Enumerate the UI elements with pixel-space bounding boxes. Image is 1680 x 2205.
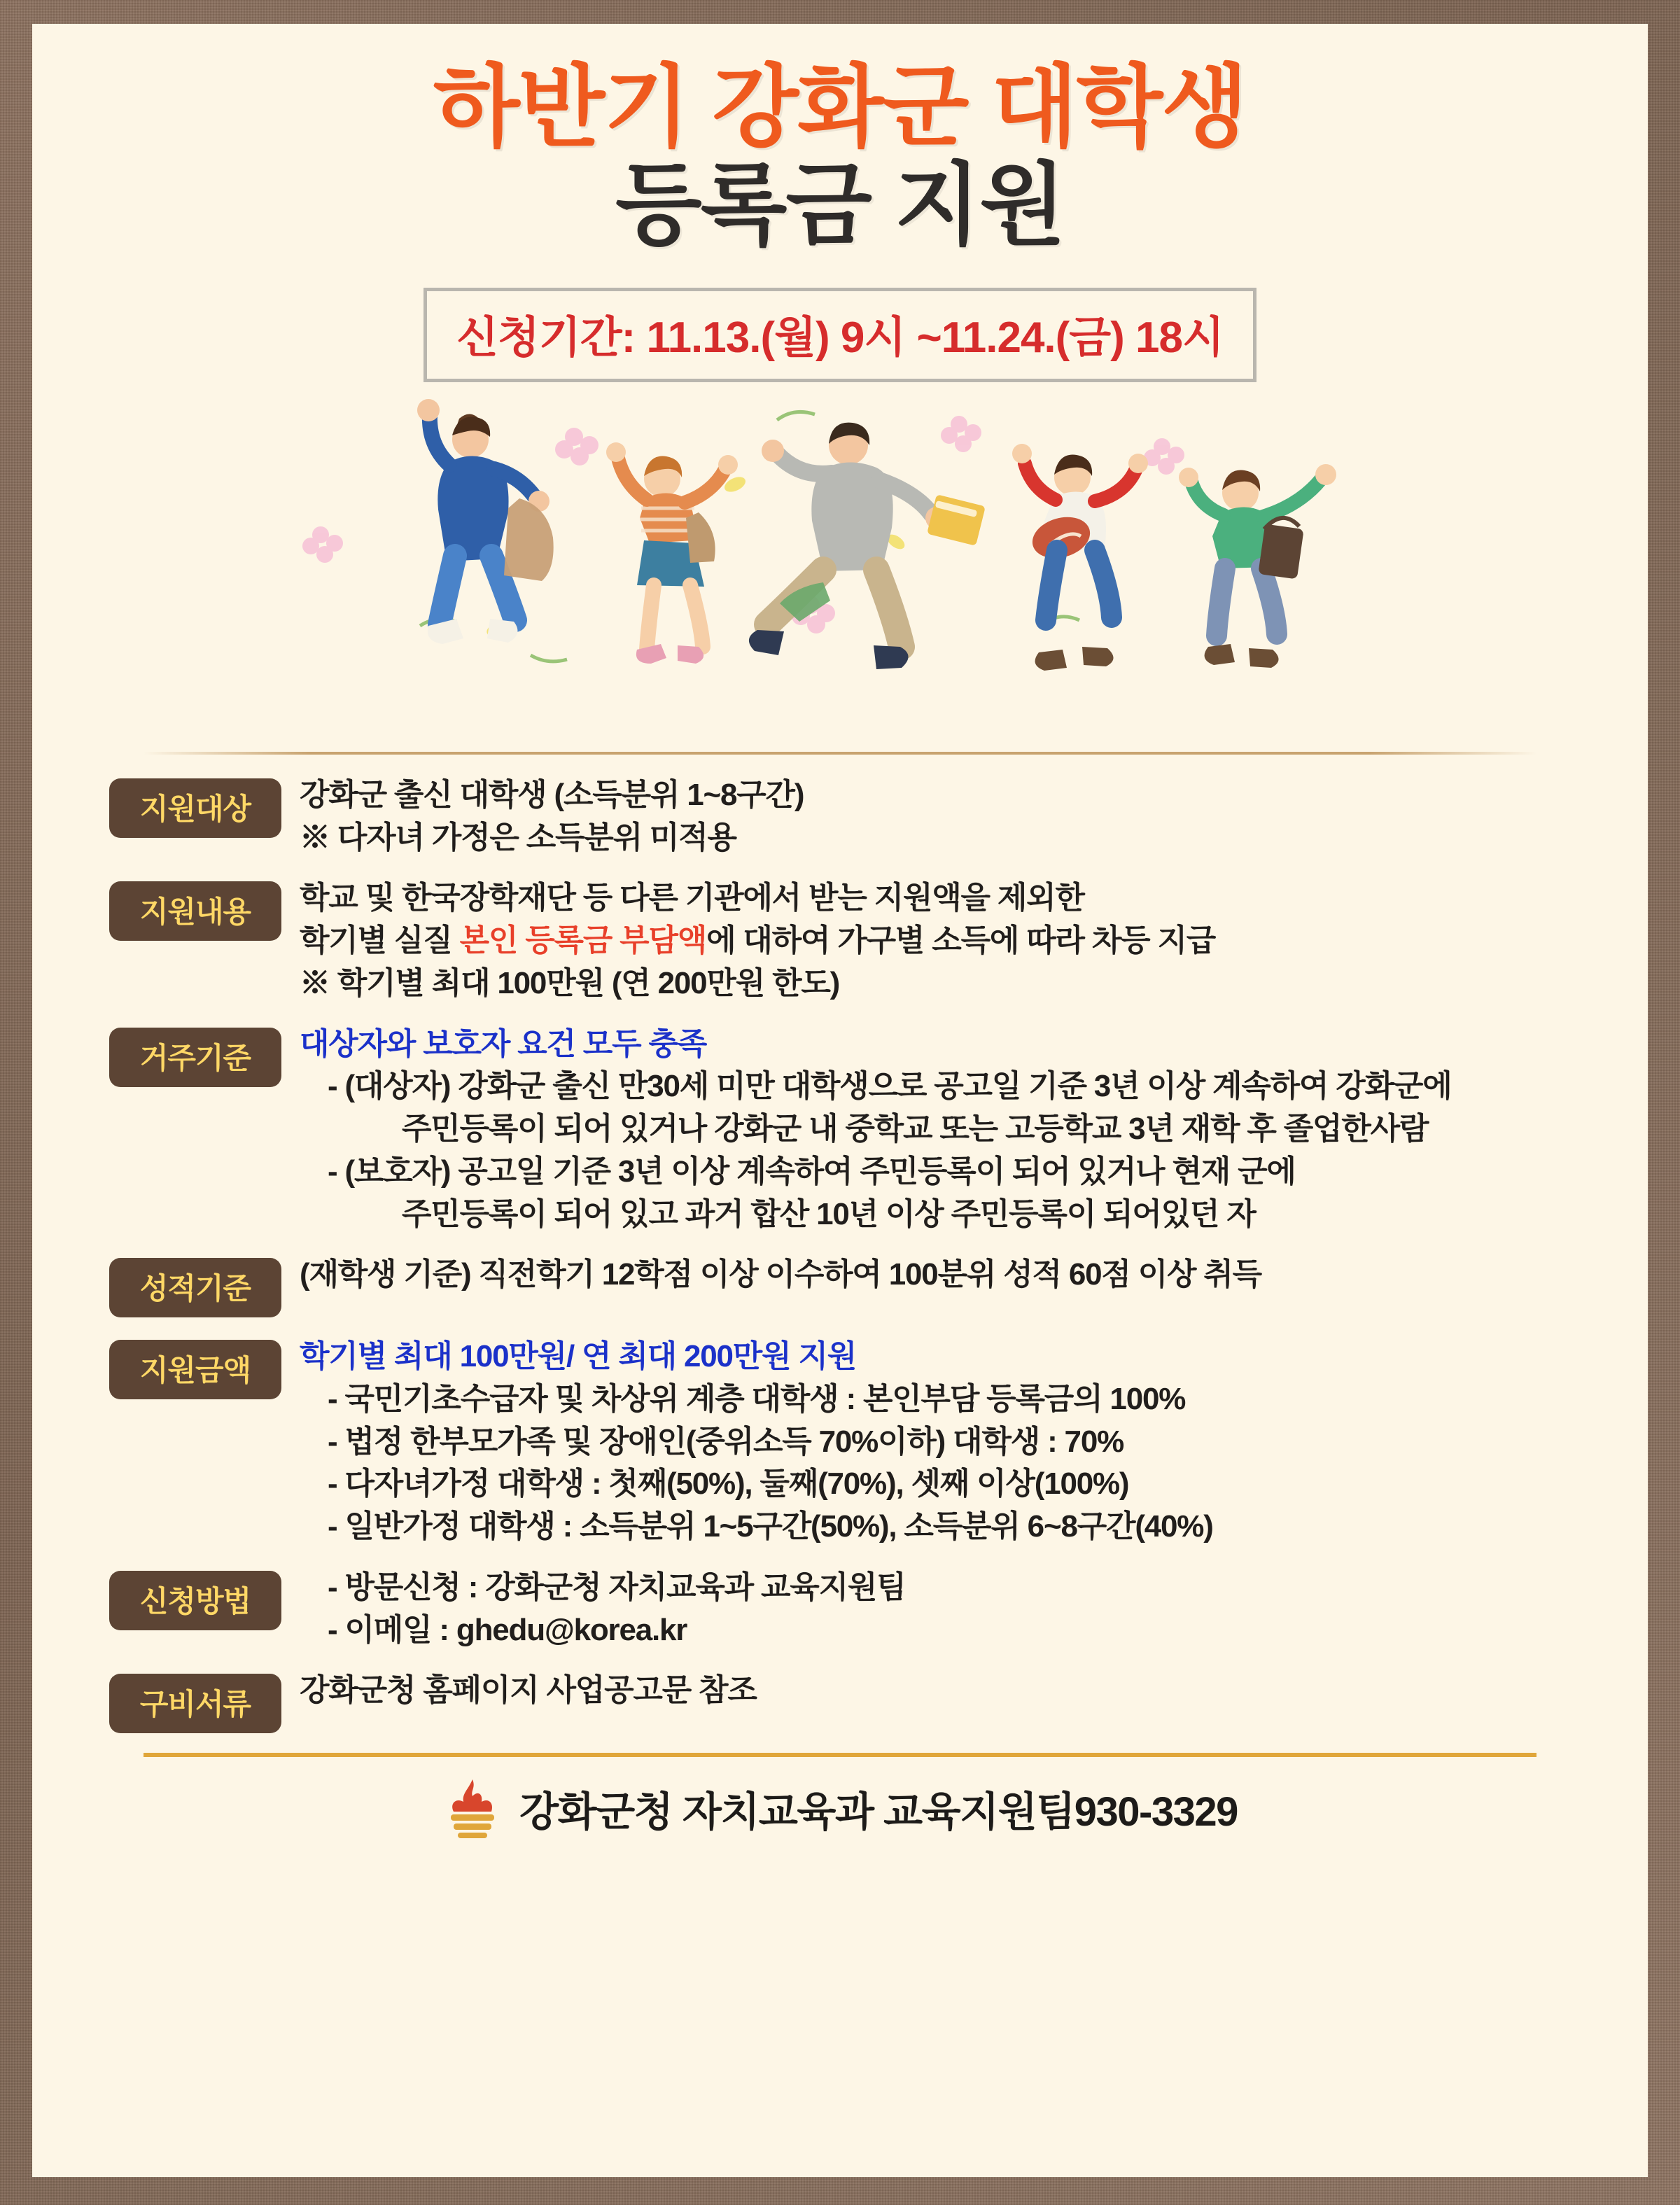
amount-line-1: - 국민기초수급자 및 차상위 계층 대학생 : 본인부담 등록금의 100% [328, 1381, 1186, 1416]
target-line-1: 강화군 출신 대학생 (소득분위 1~8구간) [300, 778, 804, 813]
section-body-target [300, 774, 1588, 859]
students-illustration [245, 395, 1435, 745]
section-body-how-to-apply [300, 1567, 1588, 1651]
section-tag-support-detail: 지원내용 [109, 881, 281, 941]
how-to-apply-line-2: - 이메일 : ghedu@korea.kr [328, 1612, 687, 1647]
section-support-detail [109, 877, 1588, 1004]
section-body-amount [300, 1336, 1588, 1548]
support-detail-highlight: 본인 등록금 부담액 [459, 923, 707, 958]
page-title-line1: 하반기 강화군 대학생 [433, 57, 1247, 158]
amount-heading: 학기별 최대 100만원/ 연 최대 200만원 지원 [300, 1339, 857, 1374]
section-grade [109, 1254, 1588, 1317]
ganghwa-county-emblem-icon [442, 1777, 503, 1840]
section-tag-amount: 지원금액 [109, 1340, 281, 1399]
support-detail-line-2-suffix: 에 대하여 가구별 소득에 따라 차등 지급 [706, 923, 1216, 958]
section-tag-residency: 거주기준 [109, 1028, 281, 1087]
section-body-support-detail [300, 877, 1588, 1004]
documents-line-1: 강화군청 홈페이지 사업공고문 참조 [300, 1673, 757, 1708]
residency-heading: 대상자와 보호자 요건 모두 충족 [300, 1026, 707, 1061]
section-residency [109, 1023, 1588, 1236]
section-tag-documents: 구비서류 [109, 1674, 281, 1733]
footer [32, 1777, 1648, 1840]
section-documents [109, 1670, 1588, 1733]
support-detail-line-3: ※ 학기별 최대 100만원 (연 200만원 한도) [300, 965, 840, 1000]
section-how-to-apply [109, 1567, 1588, 1651]
residency-line-4: 주민등록이 되어 있고 과거 합산 10년 이상 주민등록이 되어있던 자 [402, 1196, 1256, 1231]
residency-line-3: - (보호자) 공고일 기준 3년 이상 계속하여 주민등록이 되어 있거나 현재 군에 [328, 1154, 1296, 1189]
student-figure-1 [417, 399, 554, 644]
jumping-students-graphic [245, 395, 1435, 745]
grade-line-1: (재학생 기준) 직전학기 12학점 이상 이수하여 100분위 성적 60점 이상 취득 [300, 1257, 1261, 1292]
poster-canvas [32, 24, 1648, 2177]
application-period-wrapper [32, 288, 1648, 382]
residency-line-2: 주민등록이 되어 있거나 강화군 내 중학교 또는 고등학교 3년 재학 후 졸업한사람 [402, 1112, 1429, 1147]
section-tag-target: 지원대상 [109, 778, 281, 838]
how-to-apply-line-1: - 방문신청 : 강화군청 자치교육과 교육지원팀 [328, 1569, 906, 1604]
application-period-badge: 신청기간: 11.13.(월) 9시 ~11.24.(금) 18시 [424, 288, 1256, 382]
section-tag-grade: 성적기준 [109, 1258, 281, 1317]
residency-line-1: - (대상자) 강화군 출신 만30세 미만 대학생으로 공고일 기준 3년 이상 계속하여 강화군에 [328, 1069, 1452, 1104]
student-figure-5 [1179, 464, 1336, 668]
page-title-line2: 등록금 지원 [615, 155, 1065, 255]
support-detail-line-1: 학교 및 한국장학재단 등 다른 기관에서 받는 지원액을 제외한 [300, 881, 1084, 916]
section-target [109, 774, 1588, 859]
amount-line-3: - 다자녀가정 대학생 : 첫째(50%), 둘째(70%), 셋째 이상(100%) [328, 1466, 1129, 1502]
student-figure-4 [1012, 444, 1148, 671]
student-figure-2 [606, 442, 738, 664]
section-body-residency [300, 1023, 1588, 1236]
section-tag-how-to-apply: 신청방법 [109, 1571, 281, 1630]
amount-line-2: - 법정 한부모가족 및 장애인(중위소득 70%이하) 대학생 : 70% [328, 1424, 1124, 1459]
section-amount [109, 1336, 1588, 1548]
section-body-grade [300, 1254, 1588, 1296]
content-area [32, 755, 1648, 1733]
footer-divider [144, 1753, 1536, 1757]
support-detail-line-2 [300, 920, 1588, 962]
amount-line-4: - 일반가정 대학생 : 소득분위 1~5구간(50%), 소득분위 6~8구간(40%) [328, 1509, 1213, 1544]
footer-contact-text: 강화군청 자치교육과 교육지원팀930-3329 [519, 1789, 1238, 1835]
support-detail-line-2-prefix: 학기별 실질 [300, 923, 460, 958]
section-body-documents [300, 1670, 1588, 1712]
student-figure-3 [749, 423, 986, 669]
target-line-2: ※ 다자녀 가정은 소득분위 미적용 [300, 820, 736, 855]
title-block [32, 24, 1648, 255]
